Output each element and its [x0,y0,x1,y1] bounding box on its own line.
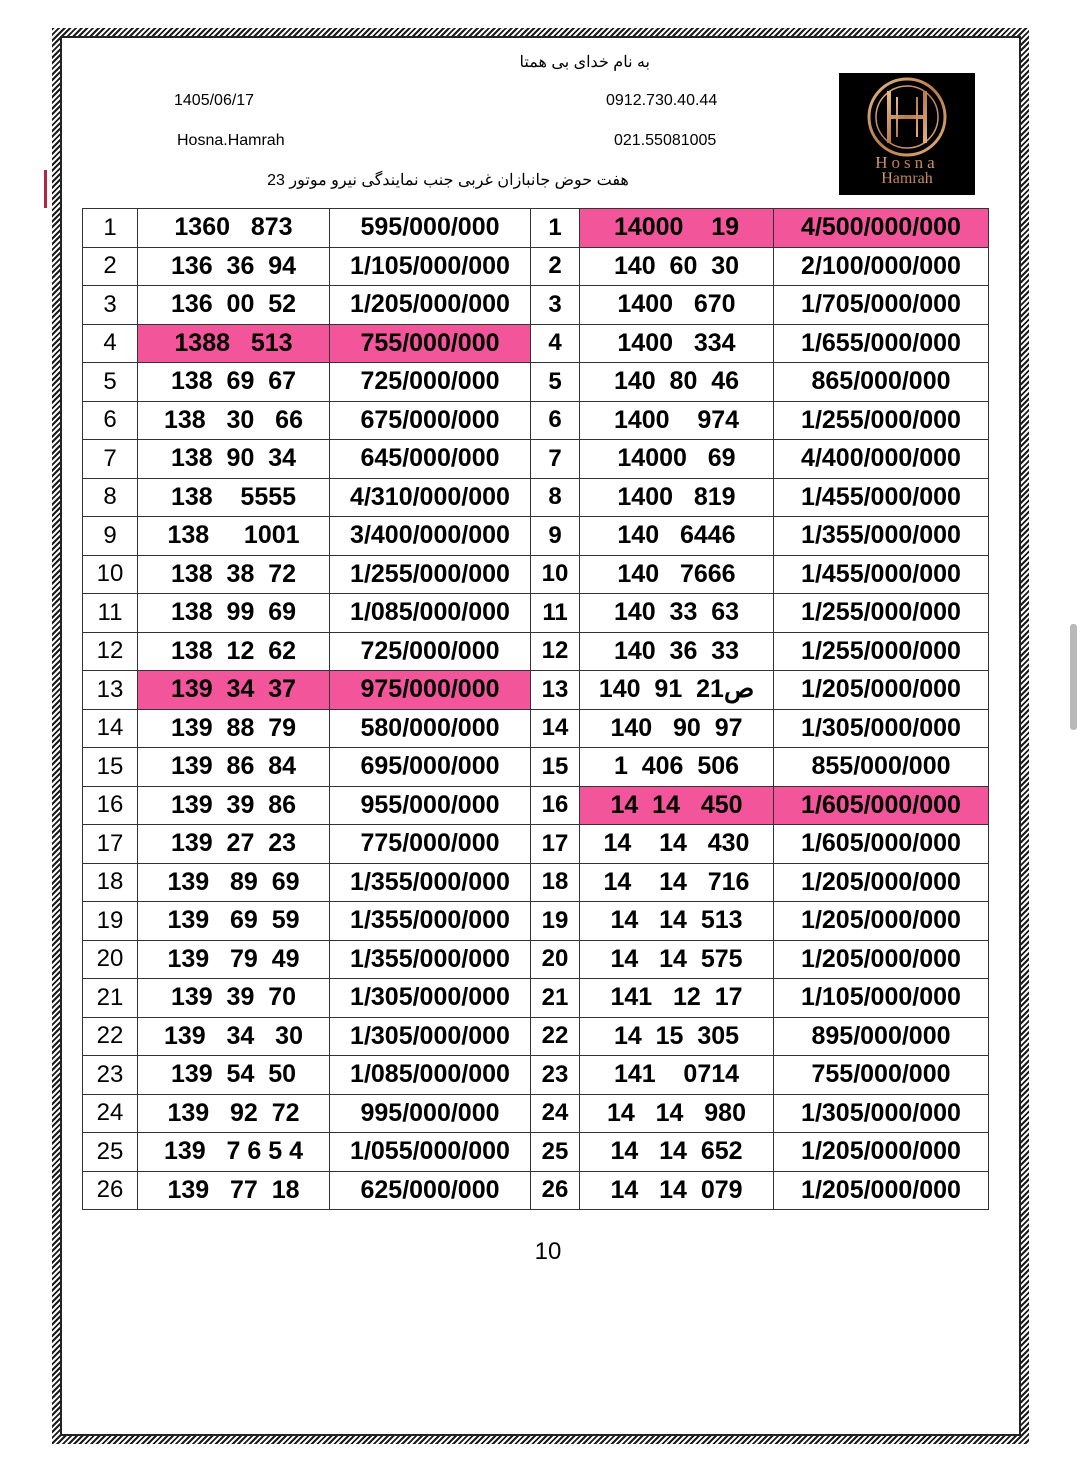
right-price: 4/500/000/000 [774,209,989,248]
right-price: 1/205/000/000 [774,902,989,941]
right-phone-number: 14 14 430 [580,825,774,864]
left-row-index: 17 [83,825,138,864]
table-body [83,209,989,1210]
right-price: 855/000/000 [774,748,989,787]
left-phone-number: 138 38 72 [138,555,330,594]
left-phone-number: 139 79 49 [138,940,330,979]
right-phone-number: 14 14 980 [580,1094,774,1133]
left-phone-number: 138 30 66 [138,401,330,440]
right-row-index: 13 [531,671,580,710]
left-phone-number: 136 36 94 [138,247,330,286]
right-row-index: 11 [531,594,580,633]
right-row-index: 2 [531,247,580,286]
left-phone-number: 138 99 69 [138,594,330,633]
right-price: 1/305/000/000 [774,1094,989,1133]
right-phone-number: 140 90 97 [580,709,774,748]
table-row [83,1094,989,1133]
right-phone-number: 141 12 17 [580,979,774,1018]
left-row-index: 22 [83,1017,138,1056]
table-row [83,324,989,363]
left-phone-number: 139 88 79 [138,709,330,748]
table-row [83,286,989,325]
right-row-index: 14 [531,709,580,748]
right-phone-number: 14 15 305 [580,1017,774,1056]
table-row [83,940,989,979]
left-phone-number: 138 90 34 [138,440,330,479]
left-row-index: 4 [83,324,138,363]
left-row-index: 20 [83,940,138,979]
left-row-index: 25 [83,1133,138,1172]
left-price: 975/000/000 [330,671,531,710]
right-price: 1/205/000/000 [774,863,989,902]
right-row-index: 1 [531,209,580,248]
left-price: 755/000/000 [330,324,531,363]
address-subtitle: هفت حوض جانبازان غربی جنب نمایندگی نیرو موتور 23 [267,172,629,189]
left-price: 595/000/000 [330,209,531,248]
right-row-index: 17 [531,825,580,864]
table-row [83,1017,989,1056]
right-phone-number: 1400 334 [580,324,774,363]
left-row-index: 10 [83,555,138,594]
right-row-index: 10 [531,555,580,594]
left-row-index: 24 [83,1094,138,1133]
right-price: 1/455/000/000 [774,478,989,517]
right-price: 1/205/000/000 [774,940,989,979]
table-row [83,1171,989,1210]
mobile-phone-number: 0912.730.40.44 [606,92,718,109]
scrollbar-thumb[interactable] [1070,624,1077,730]
right-row-index: 24 [531,1094,580,1133]
right-phone-number: 140 60 30 [580,247,774,286]
right-price: 1/255/000/000 [774,632,989,671]
table-row [83,825,989,864]
right-row-index: 4 [531,324,580,363]
right-phone-number: 140 36 33 [580,632,774,671]
left-phone-number: 1360 873 [138,209,330,248]
right-price: 1/305/000/000 [774,709,989,748]
table-row [83,902,989,941]
right-phone-number: 140 6446 [580,517,774,556]
right-row-index: 18 [531,863,580,902]
table-row [83,1133,989,1172]
left-row-index: 6 [83,401,138,440]
hosna-hamrah-logo [839,73,975,195]
right-price: 895/000/000 [774,1017,989,1056]
right-price: 1/605/000/000 [774,825,989,864]
right-phone-number: 14000 19 [580,209,774,248]
left-price: 725/000/000 [330,632,531,671]
right-phone-number: 14 14 450 [580,786,774,825]
right-row-index: 26 [531,1171,580,1210]
table-row [83,671,989,710]
right-price: 4/400/000/000 [774,440,989,479]
table-row [83,863,989,902]
left-phone-number: 1388 513 [138,324,330,363]
right-phone-number: 140 7666 [580,555,774,594]
left-phone-number: 138 69 67 [138,363,330,402]
table-row [83,247,989,286]
table-row [83,1056,989,1095]
left-row-index: 8 [83,478,138,517]
left-row-index: 11 [83,594,138,633]
office-phone-number: 021.55081005 [614,132,717,149]
left-row-index: 16 [83,786,138,825]
right-price: 1/205/000/000 [774,671,989,710]
right-phone-number: 1 406 506 [580,748,774,787]
table-row [83,440,989,479]
left-row-index: 7 [83,440,138,479]
right-row-index: 21 [531,979,580,1018]
right-row-index: 7 [531,440,580,479]
right-price: 1/205/000/000 [774,1133,989,1172]
left-phone-number: 138 1001 [138,517,330,556]
right-row-index: 8 [531,478,580,517]
left-price: 1/355/000/000 [330,940,531,979]
left-price: 725/000/000 [330,363,531,402]
left-row-index: 5 [83,363,138,402]
right-phone-number: 1400 670 [580,286,774,325]
right-row-index: 9 [531,517,580,556]
left-price: 1/355/000/000 [330,902,531,941]
table-row [83,748,989,787]
left-price: 580/000/000 [330,709,531,748]
left-row-index: 21 [83,979,138,1018]
left-row-index: 9 [83,517,138,556]
left-price: 1/055/000/000 [330,1133,531,1172]
left-price: 3/400/000/000 [330,517,531,556]
left-price: 625/000/000 [330,1171,531,1210]
left-phone-number: 139 39 86 [138,786,330,825]
left-price: 955/000/000 [330,786,531,825]
left-phone-number: 139 92 72 [138,1094,330,1133]
left-row-index: 18 [83,863,138,902]
document-date: 1405/06/17 [174,92,255,109]
right-row-index: 23 [531,1056,580,1095]
right-phone-number: 1400 819 [580,478,774,517]
left-phone-number: 139 89 69 [138,863,330,902]
table-row [83,517,989,556]
left-price: 675/000/000 [330,401,531,440]
text-cursor-mark [44,170,47,208]
left-price: 1/355/000/000 [330,863,531,902]
left-price: 695/000/000 [330,748,531,787]
right-phone-number: 14000 69 [580,440,774,479]
table-row [83,594,989,633]
right-row-index: 12 [531,632,580,671]
table-row [83,632,989,671]
left-price: 995/000/000 [330,1094,531,1133]
left-price: 775/000/000 [330,825,531,864]
right-price: 1/205/000/000 [774,1171,989,1210]
right-phone-number: 140 80 46 [580,363,774,402]
left-phone-number: 139 34 37 [138,671,330,710]
left-phone-number: 139 86 84 [138,748,330,787]
left-row-index: 13 [83,671,138,710]
table-row [83,209,989,248]
left-row-index: 1 [83,209,138,248]
right-price: 1/455/000/000 [774,555,989,594]
left-price: 1/255/000/000 [330,555,531,594]
right-row-index: 19 [531,902,580,941]
left-phone-number: 139 69 59 [138,902,330,941]
left-row-index: 12 [83,632,138,671]
logo-text-line2: Hamrah [881,170,933,187]
left-phone-number: 139 54 50 [138,1056,330,1095]
left-phone-number: 139 34 30 [138,1017,330,1056]
left-price: 1/305/000/000 [330,1017,531,1056]
left-row-index: 23 [83,1056,138,1095]
left-phone-number: 139 7 6 5 4 [138,1133,330,1172]
right-price: 1/255/000/000 [774,401,989,440]
right-row-index: 6 [531,401,580,440]
right-price: 1/105/000/000 [774,979,989,1018]
right-phone-number: 14 14 652 [580,1133,774,1172]
right-phone-number: 140 33 63 [580,594,774,633]
table-row [83,709,989,748]
page-number: 10 [534,1238,562,1265]
left-row-index: 14 [83,709,138,748]
number-price-table [82,208,989,1210]
right-price: 1/705/000/000 [774,286,989,325]
left-row-index: 19 [83,902,138,941]
right-phone-number: 1400 974 [580,401,774,440]
left-price: 1/305/000/000 [330,979,531,1018]
brand-name: Hosna.Hamrah [177,132,285,149]
right-phone-number: 14 14 716 [580,863,774,902]
right-price: 1/355/000/000 [774,517,989,556]
right-phone-number: 14 14 575 [580,940,774,979]
right-price: 1/655/000/000 [774,324,989,363]
right-price: 1/255/000/000 [774,594,989,633]
right-row-index: 20 [531,940,580,979]
left-price: 4/310/000/000 [330,478,531,517]
right-row-index: 25 [531,1133,580,1172]
left-phone-number: 138 12 62 [138,632,330,671]
right-row-index: 5 [531,363,580,402]
left-price: 1/105/000/000 [330,247,531,286]
right-phone-number: 141 0714 [580,1056,774,1095]
logo-text-line1: Hosna [875,153,939,172]
right-phone-number: 140 91 21ص [580,671,774,710]
table-row [83,786,989,825]
right-price: 1/605/000/000 [774,786,989,825]
right-price: 865/000/000 [774,363,989,402]
left-phone-number: 139 39 70 [138,979,330,1018]
logo-emblem-icon [839,73,975,195]
left-row-index: 26 [83,1171,138,1210]
left-phone-number: 139 27 23 [138,825,330,864]
table-row [83,478,989,517]
basmala-heading: به نام خدای بی همتا [519,54,650,71]
left-price: 645/000/000 [330,440,531,479]
table-row [83,979,989,1018]
left-price: 1/085/000/000 [330,594,531,633]
table-row [83,363,989,402]
left-price: 1/205/000/000 [330,286,531,325]
left-price: 1/085/000/000 [330,1056,531,1095]
right-row-index: 22 [531,1017,580,1056]
table-row [83,401,989,440]
left-row-index: 15 [83,748,138,787]
left-row-index: 2 [83,247,138,286]
right-row-index: 15 [531,748,580,787]
right-price: 755/000/000 [774,1056,989,1095]
right-phone-number: 14 14 513 [580,902,774,941]
table-row [83,555,989,594]
left-phone-number: 139 77 18 [138,1171,330,1210]
right-row-index: 3 [531,286,580,325]
left-phone-number: 136 00 52 [138,286,330,325]
left-phone-number: 138 5555 [138,478,330,517]
right-phone-number: 14 14 079 [580,1171,774,1210]
right-price: 2/100/000/000 [774,247,989,286]
right-row-index: 16 [531,786,580,825]
left-row-index: 3 [83,286,138,325]
